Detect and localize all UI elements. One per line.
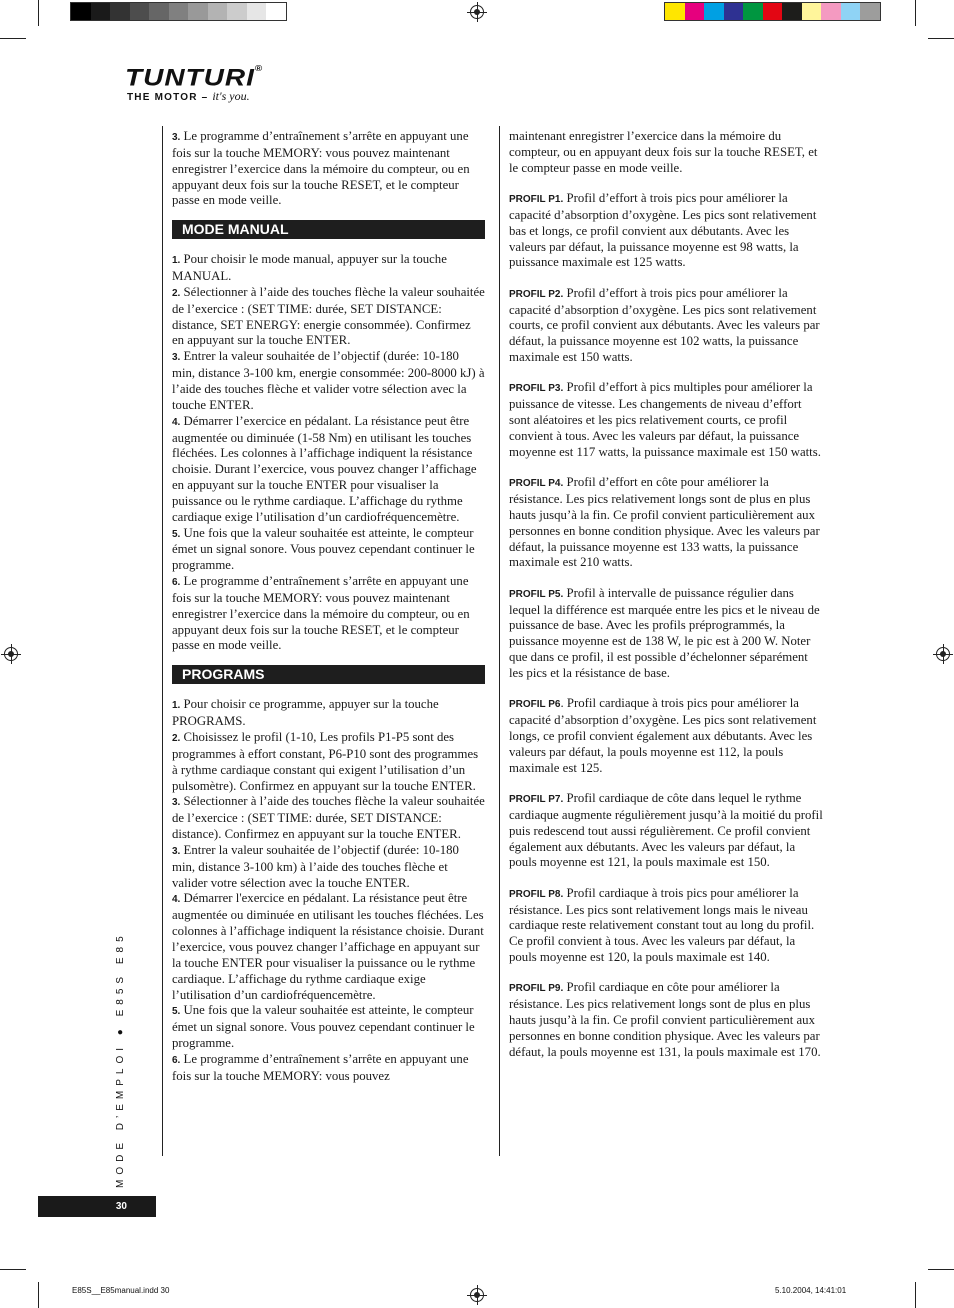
step-item (172, 794, 485, 843)
step-text: Choisissez le profil (1-10, Les profils P1-P5 sont des programmes à effort constant, P6-P10 sont des programmes à rythme cardiaque constant qui exigent l’utilisation d’un pulsomètre). Confirmez en appuyant sur la touche ENTER. (172, 730, 479, 793)
profile-label: PROFIL P6 (509, 699, 561, 711)
profile-item (509, 380, 825, 460)
color-calibration-bar (664, 2, 881, 21)
step-text: Démarrer l’exercice en pédalant. La résistance peut être augmentée ou diminuée (1-58 Nm) en utilisant les touches fléchées. Les colonnes à l’affichage indiquent la résistance choisie. Durant l’exercice, vous pouvez changer l’affichage en appuyant sur la touche ENTER pour visualiser la puissance ou le rythme cardiaque. L’affichage du rythme cardiaque exige l’utilisation d’un cardiofréquencemètre. (172, 413, 477, 524)
registration-mark-icon (470, 1288, 484, 1302)
profile-item (509, 696, 825, 776)
color-swatch (169, 3, 189, 20)
profile-list (509, 177, 825, 1061)
registration-mark-icon (470, 5, 484, 19)
step-text: Sélectionner à l’aide des touches flèche la valeur souhaitée de l’exercice : (SET TIME: durée, SET DISTANCE: distance). Confirmez en appuyant sur la touche ENTER. (172, 794, 485, 842)
slug-date: 5.10.2004, 14:41:01 (775, 1286, 847, 1295)
profile-text: Profil d’effort à pics multiples pour améliorer la puissance de vitesse. Les changements de niveau d’effort sont aléatoires et les pics relativement courts, ce profil convient à tous. Avec les valeurs par défaut, la puissance moyenne est 117 watts, la puissance maximale est 150 watts. (509, 380, 821, 459)
profile-item (509, 191, 825, 271)
column-rule (162, 126, 163, 1156)
step-item (172, 697, 485, 730)
profile-text: Profil cardiaque de côte dans lequel le rythme cardiaque augmente régulièrement jusqu’à la moitié du profil puis redescend tout aussi régulièrement. Ce profil convient également aux débutants. Avec les valeurs par défaut, la pouls moyenne est 121, la pouls maximale est 150. (509, 791, 823, 870)
brand-logo: TUNTURI® (125, 64, 264, 91)
color-swatch (71, 3, 91, 20)
profile-label: PROFIL P2. (509, 288, 564, 300)
step-item (172, 252, 485, 285)
color-swatch (110, 3, 130, 20)
step-text: Le programme d’entraînement s’arrête en appuyant une fois sur la touche MEMORY: vous pouvez maintenant enregistrer l’exercice dans la mémoire du compteur, ou en appuyant deux fois sur la touche RESET, et le compteur passe en mode veille. (172, 574, 470, 653)
color-swatch (841, 3, 861, 20)
color-swatch (208, 3, 228, 20)
step-text: Démarrer l'exercice en pédalant. La résistance peut être augmentée ou diminuée en utilisant les touches fléchées. Les colonnes à l’affichage indiquent la résistance choisie. Durant l’exercice, vous pouvez changer l’affichage en appuyant sur la touche ENTER pour visualiser la puissance ou le rythme cardiaque. L’affichage du rythme cardiaque exige l’utilisation d’un cardiofréquencemètre. (172, 891, 484, 1002)
crop-mark (915, 1282, 916, 1308)
step-item (172, 574, 485, 654)
profile-label: PROFIL P1. (509, 194, 564, 206)
step-number: 5. (172, 1006, 181, 1018)
registration-mark-icon (936, 647, 950, 661)
color-swatch (227, 3, 247, 20)
side-label: MODE D’EMPLOI ● E85S E85 (115, 931, 126, 1188)
step-item (172, 526, 485, 575)
step-text: Entrer la valeur souhaitée de l’objectif (durée: 10-180 min, distance 3-100 km) à l’aide des touches flèche et valider votre sélection avec la touche ENTER. (172, 842, 459, 890)
step-number: 6. (172, 1054, 181, 1066)
crop-mark (0, 38, 26, 39)
step-item (172, 285, 485, 349)
programs-steps (172, 697, 485, 1084)
profile-item (509, 475, 825, 571)
left-column (172, 129, 485, 1085)
crop-mark (38, 0, 39, 26)
registration-mark-icon (4, 647, 18, 661)
step-number: 4. (172, 416, 181, 428)
color-swatch (704, 3, 724, 20)
step-item (172, 843, 485, 892)
profile-item (509, 886, 825, 966)
color-swatch (149, 3, 169, 20)
manual-steps (172, 252, 485, 654)
profile-label: PROFIL P3. (509, 383, 564, 395)
profile-text: Profil d’effort à trois pics pour améliorer la capacité d’absorption d’oxygène. Les pics sont relativement courts, ce profil convient aux débutants. Avec les valeurs par défaut, la puissance moyenne est 102 watts, la puissance maximale est 150 watts. (509, 285, 820, 365)
section-heading-programs: PROGRAMS (172, 665, 485, 684)
continuation-paragraph: maintenant enregistrer l’exercice dans la mémoire du compteur, ou en appuyant deux fois sur la touche RESET, et le compteur passe en mode veille. (509, 129, 818, 175)
step-item (172, 1003, 485, 1052)
color-swatch (130, 3, 150, 20)
color-swatch (188, 3, 208, 20)
color-swatch (860, 3, 880, 20)
step-text: Sélectionner à l’aide des touches flèche la valeur souhaitée de l’exercice : (SET TIME: durée, SET DISTANCE: distance, SET ENERGY: energie consommée). Confirmez en appuyant sur la touche ENTER. (172, 284, 485, 348)
profile-text: . Profil cardiaque à trois pics pour améliorer la capacité d’absorption d’oxygène. Les pics sont relativement longs, ce profil convient également aux débutants. Avec les valeurs par défaut, la pouls moyenne est 112, la pouls maximale est 125. (509, 696, 817, 775)
color-swatch (743, 3, 763, 20)
color-swatch (782, 3, 802, 20)
brand-tagline: THE MOTOR – it's you. (127, 89, 250, 103)
step-item (172, 1052, 485, 1085)
section-heading-manual: MODE MANUAL (172, 220, 485, 239)
step-text: Le programme d’entraînement s’arrête en appuyant une fois sur la touche MEMORY: vous pouvez (172, 1051, 469, 1083)
step-text: Pour choisir ce programme, appuyer sur la touche PROGRAMS. (172, 697, 439, 729)
profile-text: Profil d’effort à trois pics pour améliorer la capacité d’absorption d’oxygène. Les pics sont relativement bas et longs, ce profil convient aux débutants. Avec les valeurs par défaut, la puissance moyenne est 98 watts, la puissance maximale est 125 watts. (509, 191, 817, 270)
step-item (172, 891, 485, 1003)
step-item (172, 349, 485, 413)
profile-text: Profil cardiaque à trois pics pour améliorer la résistance. Les pics sont relativement longs mais le niveau cardiaque reste relativement constant tout au long du profil. Ce profil convient à tous. Avec les valeurs par défaut, la pouls moyenne est 120, la pouls maximale est 140. (509, 885, 815, 965)
color-swatch (802, 3, 822, 20)
step-number: 6. (172, 577, 181, 589)
profile-label: PROFIL P8. (509, 888, 564, 900)
color-swatch (685, 3, 705, 20)
page-number: 30 (38, 1196, 156, 1217)
step-item (172, 730, 485, 794)
profile-label: PROFIL P7. (509, 794, 564, 806)
color-swatch (266, 3, 286, 20)
crop-mark (38, 1282, 39, 1308)
step-number: 2. (172, 733, 181, 744)
grayscale-calibration-bar (70, 2, 287, 21)
slug-file: E85S__E85manual.indd 30 (72, 1286, 170, 1295)
color-swatch (763, 3, 783, 20)
color-swatch (665, 3, 685, 20)
step-text: Entrer la valeur souhaitée de l’objectif (durée: 10-180 min, distance 3-100 km, energie consommée: 200-8000 kJ) à l’aide des touches flèche et valider votre sélection avec la touche ENTER. (172, 349, 485, 412)
step-number: 2. (172, 287, 181, 299)
step-number: 3. (172, 352, 181, 364)
profile-text: Profil à intervalle de puissance régulier dans lequel la différence est marquée entre les pics et le niveau de puissance de base. Avec les profils préprogrammés, la puissance moyenne est de 138 W, le pic est à 200 W. Noter que dans ce profil, il est possible d’échelonner séparément les pics et la résistance de base. (509, 585, 820, 680)
intro-paragraph: 3. Le programme d’entraînement s’arrête en appuyant une fois sur la touche MEMORY: vous pouvez maintenant enregistrer l’exercice dans la mémoire du compteur, ou en appuyant deux fois sur la touche RESET, et le compteur passe en mode veille. (172, 129, 470, 208)
profile-label: PROFIL P4. (509, 478, 564, 490)
step-text: Pour choisir le mode manual, appuyer sur la touche MANUAL. (172, 252, 447, 284)
profile-item (509, 791, 825, 871)
step-item (172, 414, 485, 526)
color-swatch (247, 3, 267, 20)
crop-mark (0, 1269, 26, 1270)
right-column (509, 129, 825, 1061)
step-number: 1. (172, 700, 181, 712)
step-number: 1. (172, 255, 181, 267)
step-number: 4. (172, 894, 181, 906)
profile-text: Profil cardiaque en côte pour améliorer la résistance. Les pics relativement longs sont de plus en plus hauts jusqu’à la fin. Ce profil convient particulièrement aux personnes en bonne condition physique. Avec les valeurs par défaut, la pouls moyenne est 131, la pouls maximale est 170. (509, 980, 821, 1059)
profile-text: Profil d’effort en côte pour améliorer la résistance. Les pics relativement longs sont de plus en plus hauts jusqu’à la fin. Ce profil convient particulièrement aux personnes en bonne condition physique. Avec les valeurs par défaut, la puissance moyenne est 133 watts, la puissance maximale est 210 watts. (509, 475, 820, 570)
column-rule (499, 126, 500, 1156)
color-swatch (821, 3, 841, 20)
step-text: Une fois que la valeur souhaitée est atteinte, le compteur émet un signal sonore. Vous pouvez cependant continuer le programme. (172, 525, 475, 573)
crop-mark (928, 38, 954, 39)
crop-mark (915, 0, 916, 26)
step-number: 5. (172, 528, 181, 540)
profile-item (509, 586, 825, 682)
color-swatch (91, 3, 111, 20)
color-swatch (724, 3, 744, 20)
crop-mark (928, 1269, 954, 1270)
step-text: Une fois que la valeur souhaitée est atteinte, le compteur émet un signal sonore. Vous pouvez cependant continuer le programme. (172, 1003, 475, 1051)
step-number: 3. (172, 797, 181, 809)
profile-item (509, 286, 825, 366)
profile-item (509, 980, 825, 1060)
profile-label: PROFIL P5. (509, 588, 564, 600)
profile-label: PROFIL P9. (509, 983, 564, 995)
step-number: 3. (172, 845, 181, 857)
